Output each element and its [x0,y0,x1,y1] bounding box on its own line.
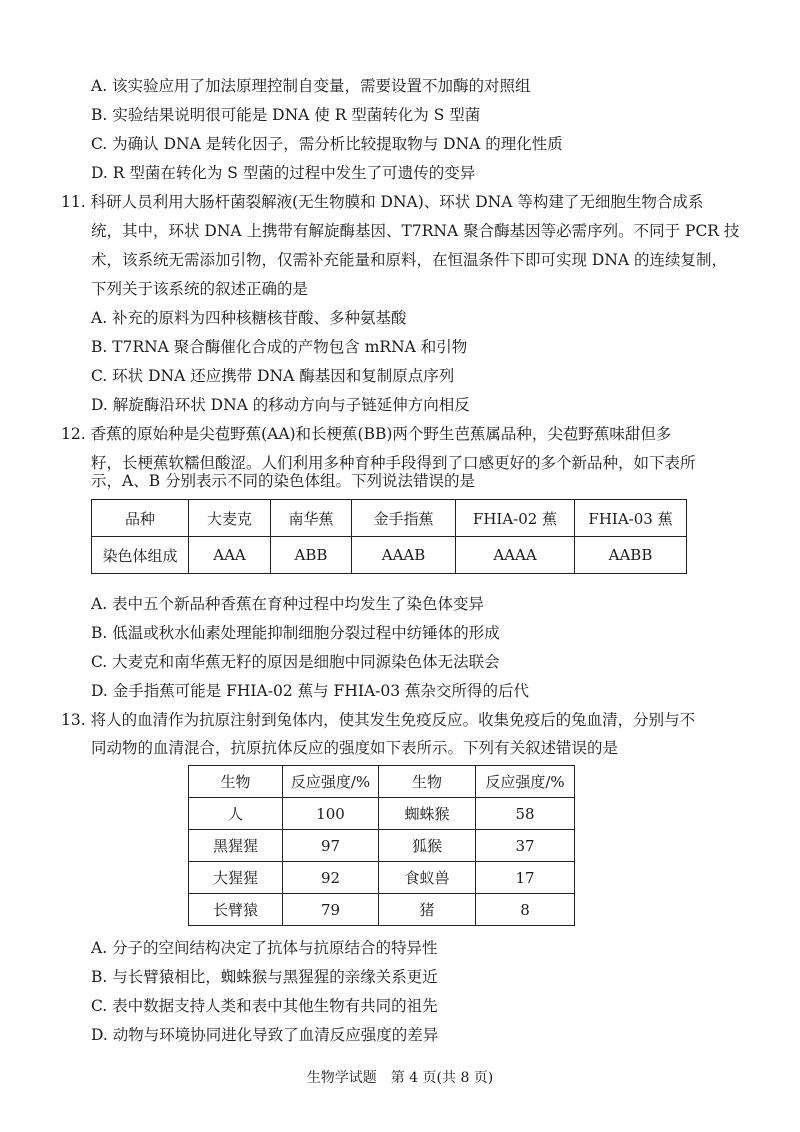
q13-reaction-table [188,765,575,926]
table-row [189,894,575,926]
q13-option-c: C. 表中数据支持人类和表中其他生物有共同的祖先 [91,997,438,1015]
table-row [189,766,575,798]
q11-option-d: D. 解旋酶沿环状 DNA 的移动方向与子链延伸方向相反 [91,396,470,414]
q13-stem-line-1: 13. 将人的血清作为抗原注射到兔体内，使其发生免疫反应。收集免疫后的兔血清，分别与不 [61,711,696,729]
q11-stem-line-1: 11. 科研人员利用大肠杆菌裂解液(无生物膜和 DNA)、环状 DNA 等构建了无细胞生物合成系 [61,193,704,211]
q11-stem-line-3: 术，该系统无需添加引物，仅需补充能量和原料，在恒温条件下即可实现 DNA 的连续复制， [91,251,728,269]
q12-option-c: C. 大麦克和南华蕉无籽的原因是细胞中同源染色体无法联会 [91,653,500,671]
table-row [189,798,575,830]
q11-option-b: B. T7RNA 聚合酶催化合成的产物包含 mRNA 和引物 [91,338,468,356]
table-row [189,862,575,894]
q13-option-d: D. 动物与环境协同进化导致了血清反应强度的差异 [91,1026,439,1044]
q12-option-d: D. 金手指蕉可能是 FHIA-02 蕉与 FHIA-03 蕉杂交所得的后代 [91,682,530,700]
table-cell: 92 [283,862,379,894]
q10-option-b: B. 实验结果说明很可能是 DNA 使 R 型菌转化为 S 型菌 [91,106,481,124]
table-cell: 南华蕉 [271,500,352,537]
table-cell: 37 [476,830,575,862]
q12-stem-line-2: 籽，长梗蕉软糯但酸涩。人们利用多种育种手段得到了口感更好的多个新品种，如下表所 [91,454,696,472]
q10-option-c: C. 为确认 DNA 是转化因子，需分析比较提取物与 DNA 的理化性质 [91,135,563,153]
table-cell: 长臂猿 [189,894,283,926]
q10-option-d: D. R 型菌在转化为 S 型菌的过程中发生了可遗传的变异 [91,164,476,182]
table-cell: 食蚁兽 [379,862,476,894]
table-cell: 品种 [92,500,189,537]
table-cell: 黑猩猩 [189,830,283,862]
q13-stem-line-2: 同动物的血清混合，抗原抗体反应的强度如下表所示。下列有关叙述错误的是 [91,739,619,757]
q11-option-c: C. 环状 DNA 还应携带 DNA 酶基因和复制原点序列 [91,367,455,385]
table-cell: 金手指蕉 [352,500,456,537]
table-cell: 58 [476,798,575,830]
table-cell: 8 [476,894,575,926]
table-cell: FHIA-02 蕉 [456,500,575,537]
table-cell: FHIA-03 蕉 [575,500,687,537]
table-cell: 人 [189,798,283,830]
q13-option-b: B. 与长臂猿相比，蜘蛛猴与黑猩猩的亲缘关系更近 [91,968,438,986]
q12-variety-table [91,499,687,574]
table-cell: 97 [283,830,379,862]
q12-option-b: B. 低温或秋水仙素处理能抑制细胞分裂过程中纺锤体的形成 [91,624,500,642]
table-cell: ABB [271,537,352,574]
table-cell: 生物 [189,766,283,798]
table-cell: 反应强度/% [476,766,575,798]
q12-stem-line-3: 示，A、B 分别表示不同的染色体组。下列说法错误的是 [91,472,476,490]
q12-stem-line-1: 12. 香蕉的原始种是尖苞野蕉(AA)和长梗蕉(BB)两个野生芭蕉属品种，尖苞野蕉味甜但多 [61,425,672,443]
table-cell: 猪 [379,894,476,926]
table-cell: 生物 [379,766,476,798]
q11-stem-line-2: 统，其中，环状 DNA 上携带有解旋酶基因、T7RNA 聚合酶基因等必需序列。不同于 PCR 技 [91,222,740,240]
table-cell: 狐猴 [379,830,476,862]
table-cell: 大麦克 [189,500,271,537]
table-cell: AAA [189,537,271,574]
table-cell: 大猩猩 [189,862,283,894]
table-cell: 17 [476,862,575,894]
q13-option-a: A. 分子的空间结构决定了抗体与抗原结合的特异性 [91,939,438,957]
q11-option-a: A. 补充的原料为四种核糖核苷酸、多种氨基酸 [91,309,407,327]
table-cell: 蜘蛛猴 [379,798,476,830]
page-footer: 生物学试题 第 4 页(共 8 页) [306,1070,494,1086]
q10-option-a: A. 该实验应用了加法原理控制自变量，需要设置不加酶的对照组 [91,77,531,95]
q12-option-a: A. 表中五个新品种香蕉在育种过程中均发生了染色体变异 [91,595,485,613]
table-cell: 反应强度/% [283,766,379,798]
table-cell: 染色体组成 [92,537,189,574]
table-row [92,500,687,537]
table-cell: AAAA [456,537,575,574]
table-cell: AABB [575,537,687,574]
table-cell: 100 [283,798,379,830]
table-row [92,537,687,574]
table-cell: 79 [283,894,379,926]
table-cell: AAAB [352,537,456,574]
table-row [189,830,575,862]
q11-stem-line-4: 下列关于该系统的叙述正确的是 [91,280,309,298]
